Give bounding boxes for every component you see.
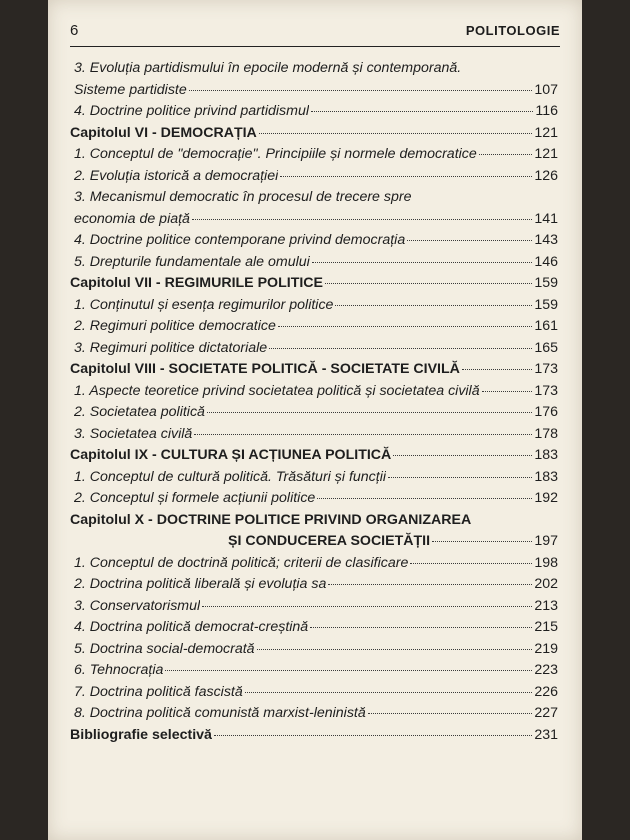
- dot-leader: [202, 606, 532, 607]
- toc-page-number: 159: [534, 275, 558, 291]
- toc-page-number: 107: [534, 81, 558, 98]
- toc-section-entry: [70, 574, 558, 596]
- toc-page-number: 121: [534, 124, 558, 141]
- dot-leader: [311, 111, 533, 112]
- toc-section-entry: [70, 338, 558, 360]
- toc-section-entry: [70, 488, 558, 510]
- dot-leader: [189, 90, 533, 91]
- toc-entry-title: 7. Doctrina politică fascistă: [74, 683, 243, 700]
- toc-entry-title: 1. Aspecte teoretice privind societatea politică și societatea civilă: [74, 382, 480, 399]
- toc-section-entry: [70, 101, 558, 123]
- toc-page-number: 219: [534, 640, 558, 657]
- toc-entry-title: 4. Doctrine politice privind partidismul: [74, 103, 309, 119]
- toc-entry-title: 2. Regimuri politice democratice: [74, 318, 276, 334]
- toc-page-number: 141: [534, 210, 558, 227]
- dot-leader: [479, 154, 533, 155]
- dot-leader: [432, 541, 532, 542]
- dot-leader: [245, 692, 533, 693]
- toc-section-entry: [70, 660, 558, 682]
- dot-leader: [388, 477, 532, 478]
- toc-entry-title: 2. Doctrina politică liberală și evoluția sa: [74, 576, 327, 592]
- dot-leader: [335, 305, 532, 306]
- dot-leader: [194, 434, 532, 435]
- toc-chapter-entry: [70, 510, 558, 553]
- toc-entry-title: Bibliografie selectivă: [70, 726, 212, 743]
- toc-section-entry: [70, 639, 558, 661]
- toc-section-entry: [70, 381, 558, 403]
- toc-entry-title: 2. Conceptul și formele acțiunii politice: [74, 490, 316, 506]
- toc-entry-title: Capitolul IX - CULTURA ȘI ACȚIUNEA POLITICĂ: [70, 447, 392, 463]
- toc-page-number: 223: [534, 662, 558, 678]
- toc-page-number: 198: [534, 554, 558, 571]
- toc-entry-title-line: 3. Mecanismul democratic în procesul de trecere spre: [74, 189, 412, 205]
- toc-section-entry: [70, 252, 558, 274]
- toc-page-number: 121: [534, 146, 558, 162]
- dot-leader: [482, 391, 533, 392]
- toc-entry-title: Capitolul VI - DEMOCRAȚIA: [70, 124, 257, 141]
- toc-entry-title: 3. Conservatorismul: [74, 597, 201, 614]
- toc-section-entry: [70, 316, 558, 338]
- toc-section-entry: [70, 58, 558, 101]
- table-of-contents: [70, 58, 558, 746]
- toc-entry-title: 2. Societatea politică: [74, 404, 205, 420]
- toc-entry-title: 1. Conceptul de cultură politică. Trăsături și funcții: [74, 468, 387, 485]
- dot-leader: [410, 563, 532, 564]
- toc-entry-title: 2. Evoluția istorică a democrației: [74, 167, 279, 184]
- toc-entry-title: Capitolul VIII - SOCIETATE POLITICĂ - SOCIETATE CIVILĂ: [70, 361, 460, 377]
- toc-entry-title: Capitolul VII - REGIMURILE POLITICE: [70, 275, 324, 291]
- toc-chapter-entry: [70, 273, 558, 295]
- toc-section-entry: [70, 553, 558, 575]
- toc-section-entry: [70, 166, 558, 188]
- page-header: [70, 20, 560, 47]
- toc-page-number: 173: [534, 382, 558, 399]
- toc-page-number: 213: [534, 597, 558, 614]
- toc-page-number: 159: [534, 296, 558, 313]
- toc-entry-title: 1. Conceptul de doctrină politică; criterii de clasificare: [74, 554, 409, 571]
- toc-page-number: 215: [534, 619, 558, 635]
- toc-page-number: 126: [534, 167, 558, 184]
- toc-entry-title: 4. Doctrina politică democrat-creștină: [74, 619, 309, 635]
- toc-page-number: 161: [534, 318, 558, 334]
- toc-entry-title: 1. Conținutul și esența regimurilor politice: [74, 296, 334, 313]
- dot-leader: [214, 735, 532, 736]
- toc-section-entry: [70, 682, 558, 704]
- toc-chapter-entry: [70, 359, 558, 381]
- dot-leader: [312, 262, 533, 263]
- toc-entry-title: 5. Doctrina social-democrată: [74, 640, 255, 657]
- toc-section-entry: [70, 424, 558, 446]
- dot-leader: [407, 240, 532, 241]
- dot-leader: [368, 713, 533, 714]
- running-title: POLITOLOGIE: [465, 23, 560, 38]
- toc-section-entry: [70, 230, 558, 252]
- toc-entry-title-line: Capitolul X - DOCTRINE POLITICE PRIVIND ORGANIZAREA: [70, 511, 472, 528]
- dot-leader: [192, 219, 532, 220]
- toc-section-entry: [70, 596, 558, 618]
- toc-entry-title-line: 3. Evoluția partidismului în epocile modernă și contemporană.: [74, 60, 462, 76]
- dot-leader: [259, 133, 533, 134]
- toc-entry-title: 1. Conceptul de "democrație". Principiile și normele democratice: [74, 146, 477, 162]
- toc-entry-title: ȘI CONDUCEREA SOCIETĂȚII: [228, 533, 431, 549]
- page-number: 6: [70, 22, 79, 39]
- toc-entry-title: Sisteme partidiste: [74, 81, 187, 98]
- dot-leader: [393, 455, 532, 456]
- dot-leader: [257, 649, 533, 650]
- toc-page-number: 116: [535, 103, 558, 119]
- toc-page-number: 173: [534, 361, 558, 377]
- dot-leader: [317, 498, 532, 499]
- toc-section-entry: [70, 402, 558, 424]
- toc-page-number: 227: [534, 705, 558, 721]
- toc-page-number: 197: [534, 533, 558, 549]
- dot-leader: [165, 670, 532, 671]
- toc-chapter-entry: [70, 445, 558, 467]
- toc-page-number: 146: [534, 253, 558, 270]
- toc-chapter-entry: [70, 725, 558, 747]
- toc-entry-title: economia de piață: [74, 210, 190, 227]
- dot-leader: [325, 283, 532, 284]
- toc-entry-title: 6. Tehnocrația: [74, 662, 164, 678]
- dot-leader: [278, 326, 532, 327]
- toc-page-number: 178: [534, 425, 558, 442]
- toc-page-number: 143: [534, 232, 558, 248]
- book-page: [48, 0, 582, 840]
- toc-section-entry: [70, 617, 558, 639]
- toc-page-number: 183: [534, 468, 558, 485]
- dot-leader: [269, 348, 532, 349]
- toc-section-entry: [70, 144, 558, 166]
- toc-entry-title: 8. Doctrina politică comunistă marxist-leninistă: [74, 705, 366, 721]
- toc-section-entry: [70, 467, 558, 489]
- toc-section-entry: [70, 187, 558, 230]
- toc-entry-title: 5. Drepturile fundamentale ale omului: [74, 253, 310, 270]
- dot-leader: [280, 176, 532, 177]
- toc-chapter-entry: [70, 123, 558, 145]
- toc-page-number: 183: [534, 447, 558, 463]
- toc-section-entry: [70, 703, 558, 725]
- toc-page-number: 231: [534, 726, 558, 743]
- toc-page-number: 226: [534, 683, 558, 700]
- toc-entry-title: 3. Regimuri politice dictatoriale: [74, 339, 268, 356]
- toc-entry-title: 3. Societatea civilă: [74, 425, 193, 442]
- toc-entry-title: 4. Doctrine politice contemporane privind democrația: [74, 232, 406, 248]
- toc-page-number: 176: [534, 404, 558, 420]
- toc-section-entry: [70, 295, 558, 317]
- toc-page-number: 202: [534, 576, 558, 592]
- dot-leader: [207, 412, 532, 413]
- toc-page-number: 192: [534, 490, 558, 506]
- dot-leader: [462, 369, 532, 370]
- dot-leader: [310, 627, 532, 628]
- toc-page-number: 165: [534, 339, 558, 356]
- dot-leader: [328, 584, 532, 585]
